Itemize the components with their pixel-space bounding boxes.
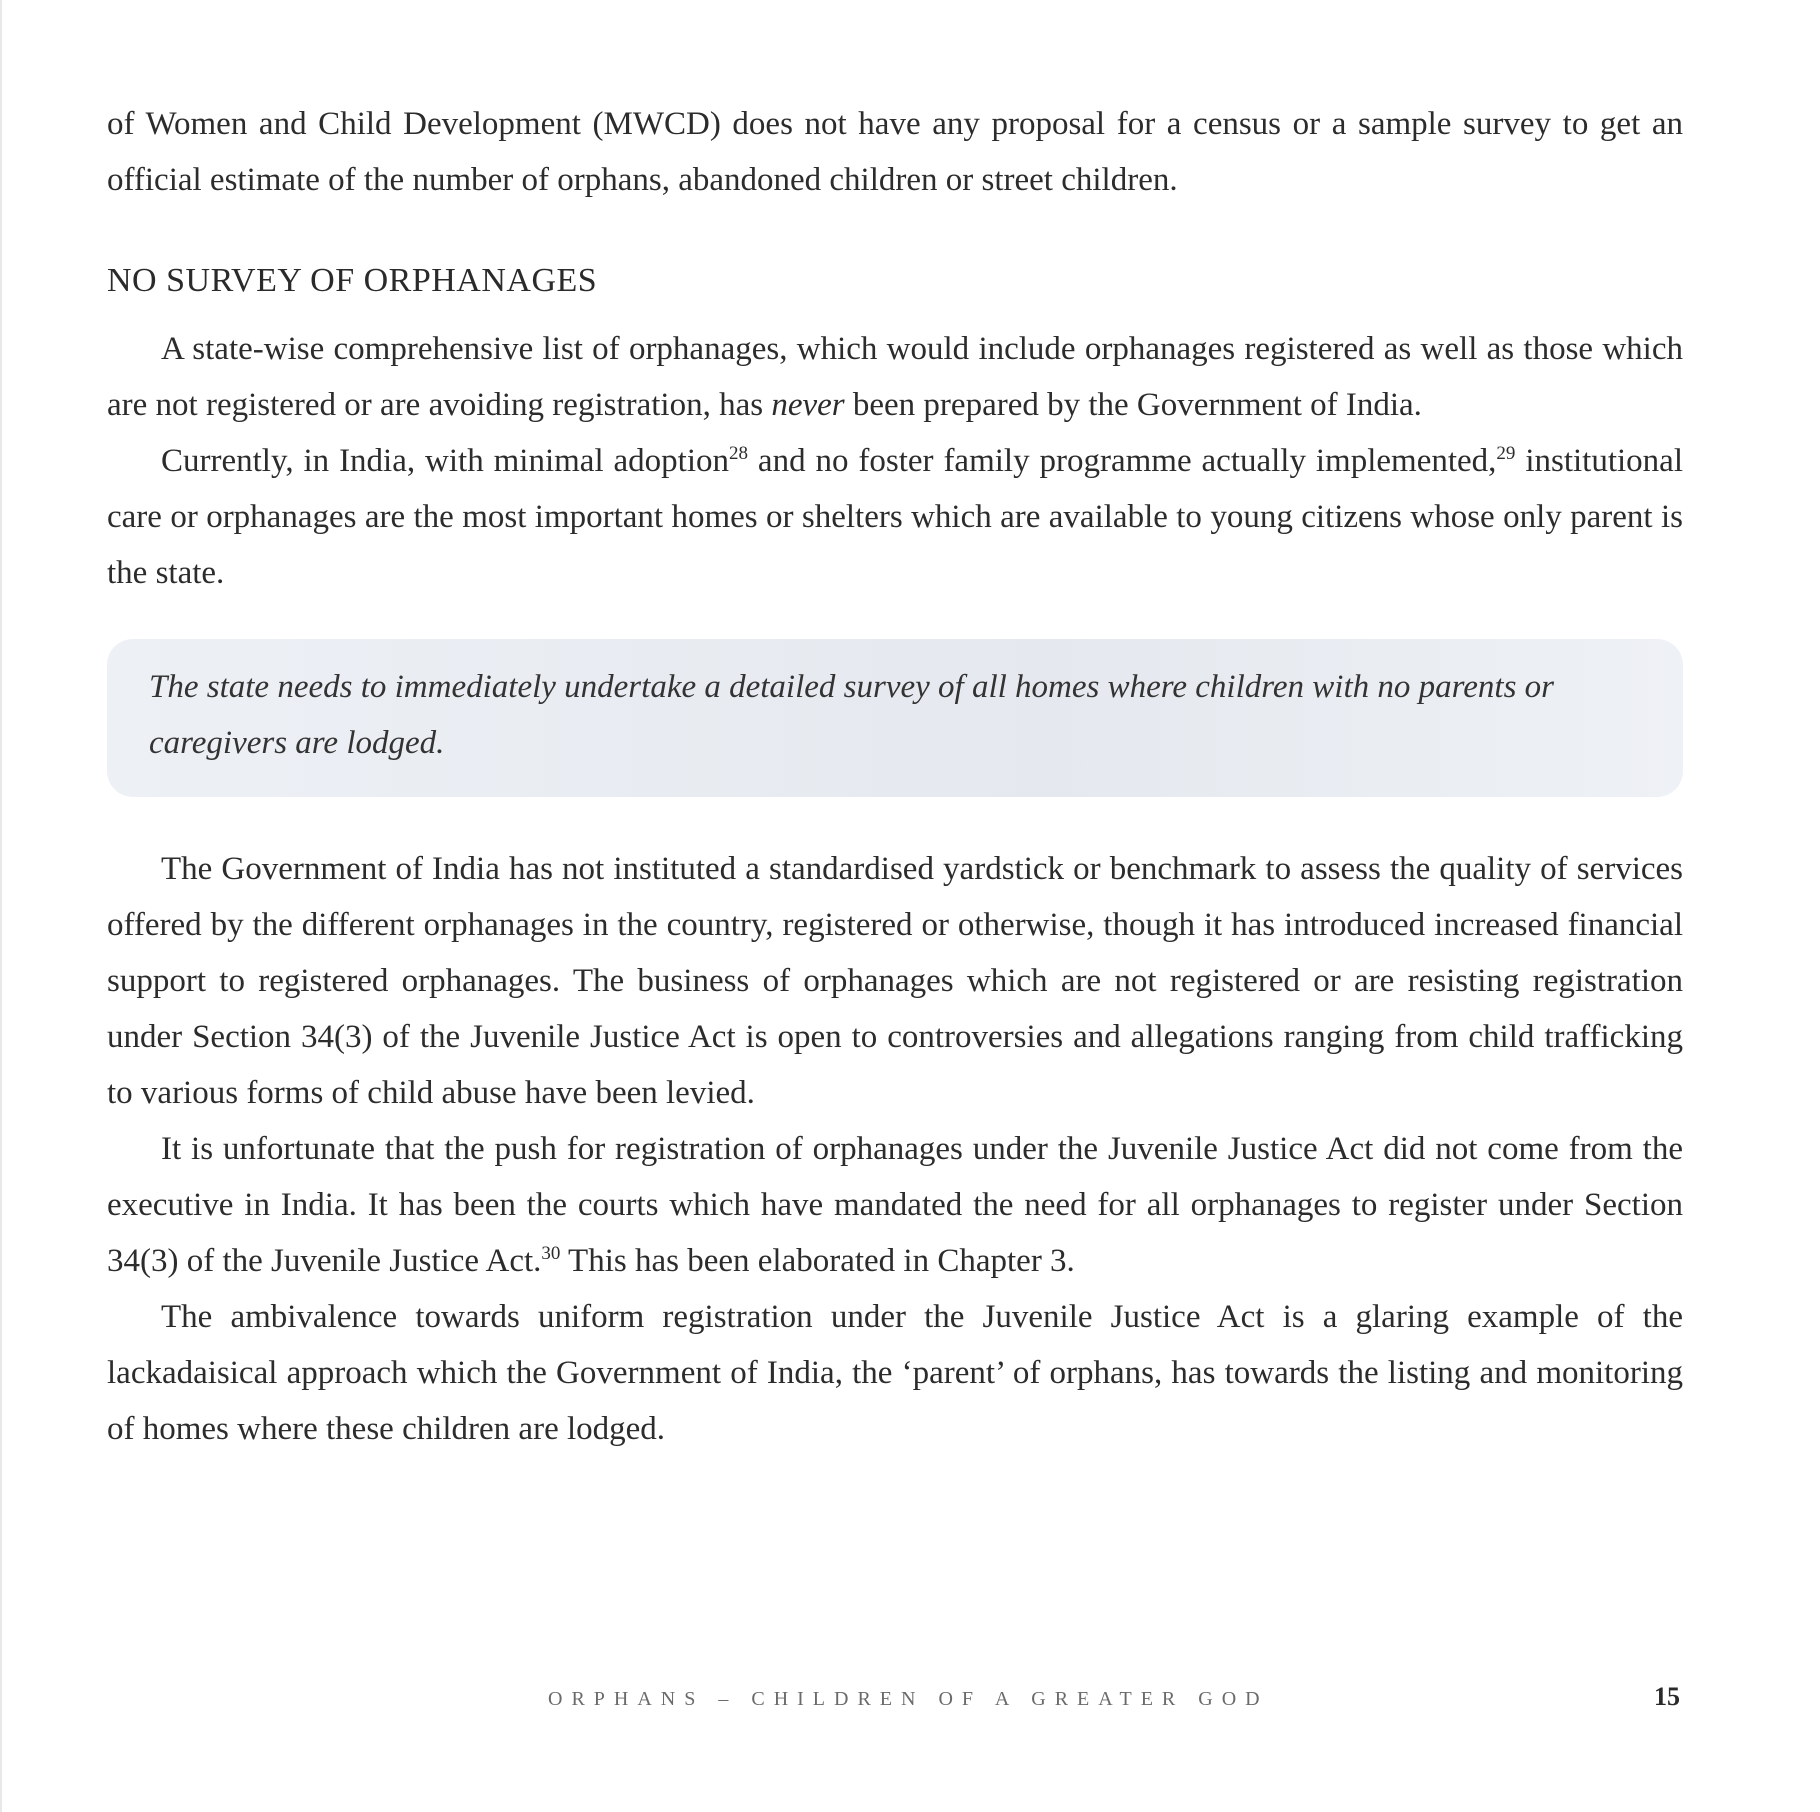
paragraph-text: It is unfortunate that the push for registration of orphanages under the Juvenile Justice Act did not come from the executive in India. It has been the courts which have mandated the need for all orphanages to register under Section 34(3) of the Juvenile Justice Act. (107, 1131, 1683, 1279)
paragraph-text: and no foster family programme actually implemented, (748, 443, 1497, 479)
paragraph-registration (107, 1121, 1683, 1289)
running-title: ORPHANS – CHILDREN OF A GREATER GOD (548, 1688, 1269, 1710)
page-footer (0, 1682, 1820, 1722)
paragraph-text: This has been elaborated in Chapter 3. (560, 1243, 1075, 1279)
paragraph-text: Currently, in India, with minimal adoption (161, 443, 730, 479)
paragraph-text: been prepared by the Government of India. (844, 387, 1422, 423)
paragraph-orphanage-list (107, 321, 1683, 433)
paragraph-text: A state-wise comprehensive list of orphanages, which would include orphanages registered as well as those which are not registered or are avoiding registration, has (107, 331, 1683, 423)
paragraph-continuation: of Women and Child Development (MWCD) does not have any proposal for a census or a sample survey to get an official estimate of the number of orphans, abandoned children or street children. (107, 106, 1683, 198)
page-number: 15 (1654, 1682, 1680, 1711)
paragraph-text: institutional care or orphanages are the most important homes or shelters which are available to young citizens whose only parent is the state. (107, 443, 1684, 591)
pull-quote-box (107, 639, 1683, 797)
pull-quote-text: The state needs to immediately undertake a detailed survey of all homes where children with no parents or caregivers are lodged. (149, 669, 1554, 761)
footnote-ref[interactable]: 29 (1496, 443, 1516, 464)
footnote-ref[interactable]: 30 (541, 1243, 561, 1264)
paragraph-ambivalence: The ambivalence towards uniform registration under the Juvenile Justice Act is a glaring example of the lackadaisical approach which the Government of India, the ‘parent’ of orphans, has towards the listing and monitoring of homes where these children are lodged. (107, 1299, 1683, 1447)
emphasis-text: never (771, 387, 845, 423)
footnote-ref[interactable]: 28 (729, 443, 749, 464)
paragraph-institutional-care (107, 433, 1683, 601)
paragraph-benchmark: The Government of India has not instituted a standardised yardstick or benchmark to assess the quality of services offered by the different orphanages in the country, registered or otherwise, though it has introduced increased financial support to registered orphanages. The business of orphanages which are not registered or are resisting registration under Section 34(3) of the Juvenile Justice Act is open to controversies and allegations ranging from child trafficking to various forms of child abuse have been levied. (107, 851, 1683, 1111)
page-edge (0, 0, 2, 1812)
page-content (107, 96, 1683, 1457)
section-heading: NO SURVEY OF ORPHANAGES (107, 262, 598, 299)
